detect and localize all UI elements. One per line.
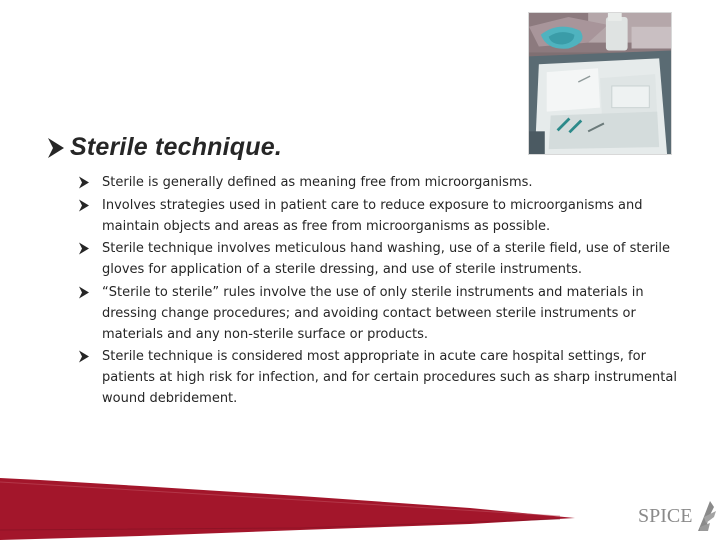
arrowhead-bullet-icon: [78, 176, 90, 189]
arrowhead-bullet-icon: [78, 350, 90, 363]
arrowhead-bullet-icon: [78, 286, 90, 299]
sterile-field-photo: [528, 12, 672, 155]
spice-logo: [638, 497, 718, 537]
logo-text: SPICE: [638, 505, 693, 527]
bullet-item: [78, 238, 690, 280]
arrowhead-bullet-icon: [78, 199, 90, 212]
slide-heading: [46, 133, 282, 162]
arrowhead-bullet-icon: [46, 137, 66, 159]
bullet-text: Sterile technique involves meticulous hand washing, use of a sterile field, use of sterile gloves for application of a sterile dressing, and use of sterile instruments.: [102, 241, 671, 277]
bullet-list: [78, 172, 690, 411]
bullet-text: Sterile is generally defined as meaning free from microorganisms.: [102, 175, 533, 190]
bullet-text: Involves strategies used in patient care to reduce exposure to microorganisms and maintain objects and areas as free from microorganisms as possible.: [102, 197, 643, 234]
slide-title: Sterile technique.: [70, 133, 282, 161]
spice-logo-mark-icon: [690, 497, 718, 533]
bullet-item: [78, 346, 690, 409]
bullet-item: [78, 195, 690, 237]
bullet-text: “Sterile to sterile” rules involve the use of only sterile instruments and materials in dressing change procedures; and avoiding contact between sterile instruments or materials and any non-sterile surface or products.: [102, 284, 644, 342]
bullet-item: [78, 172, 690, 193]
arrowhead-bullet-icon: [78, 242, 90, 255]
bottom-decorative-band: [0, 470, 720, 540]
bullet-text: Sterile technique is considered most appropriate in acute care hospital settings, for patients at high risk for infection, and for certain procedures such as sharp instrumental wound debridement.: [102, 349, 677, 406]
bullet-item: [78, 282, 690, 345]
